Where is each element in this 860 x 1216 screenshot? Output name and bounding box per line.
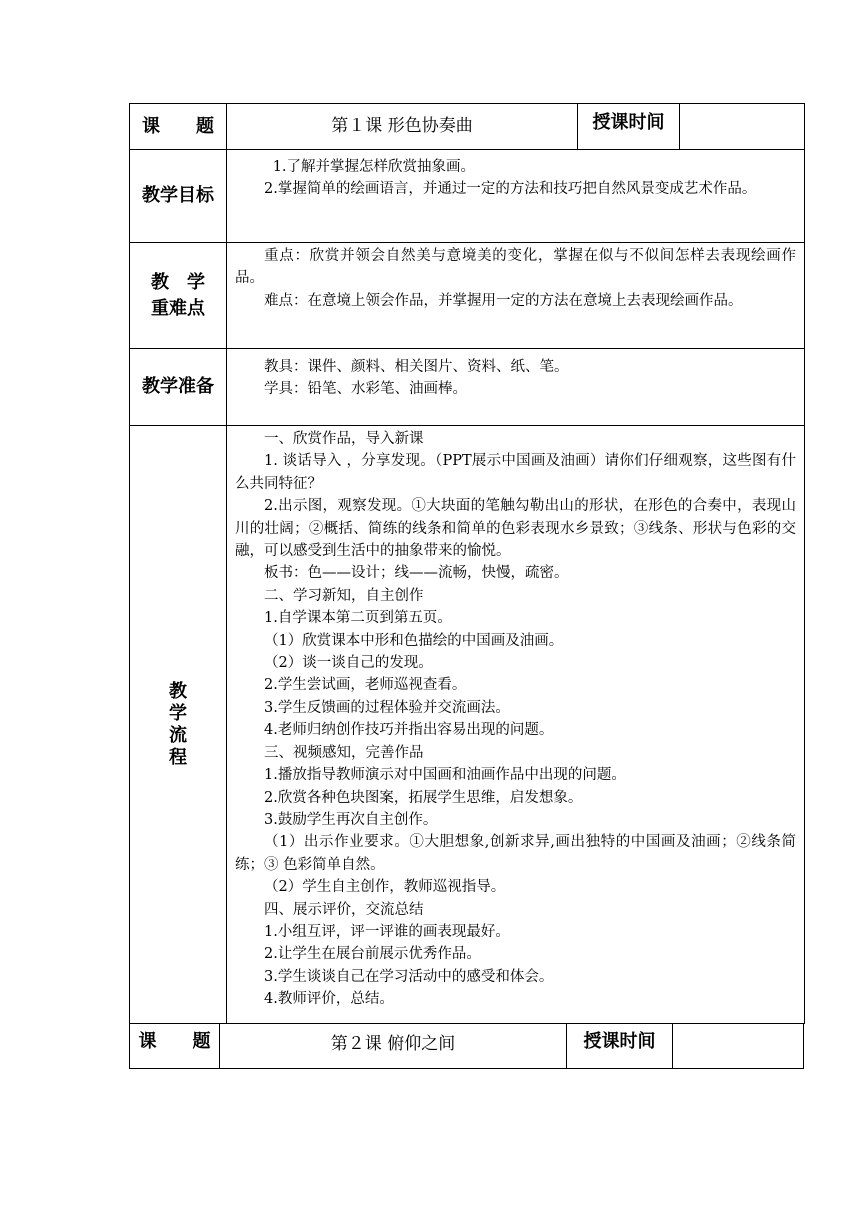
process-item: 1.小组互评，评一评谁的画表现最好。 bbox=[264, 923, 510, 940]
goals-content bbox=[227, 150, 805, 243]
process-item: 4.教师评价，总结。 bbox=[264, 991, 394, 1008]
label-keypoints bbox=[130, 243, 227, 349]
label-teaching-time-2: 授课时间 bbox=[567, 1024, 673, 1069]
process-item: 3.学生谈谈自己在学习活动中的感受和体会。 bbox=[264, 968, 554, 985]
process-item: （1）出示作业要求。①大胆想象,创新求异,画出独特的中国画及油画；②线条简练；③ 色彩简单自然。 bbox=[235, 834, 796, 873]
process-item: 三、视频感知，完善作品 bbox=[264, 744, 424, 761]
row-course-2 bbox=[130, 1024, 804, 1069]
process-item: 2.出示图，观察发现。①大块面的笔触勾勒出山的形状，在形色的合奏中，表现山川的壮阔；②概括、简练的线条和简单的色彩表现水乡景致；③线条、形状与色彩的交融，可以感受到生活中的抽象带来的愉悦。 bbox=[235, 498, 796, 560]
process-item: （2）学生自主创作，教师巡视指导。 bbox=[264, 879, 506, 896]
process-item: （2）谈一谈自己的发现。 bbox=[264, 655, 433, 672]
process-item: 2.让学生在展台前展示优秀作品。 bbox=[264, 946, 481, 963]
process-item: 1.播放指导教师演示对中国画和油画作品中出现的问题。 bbox=[264, 767, 626, 784]
process-item: 1. 谈话导入 ，分享发现。（PPT展示中国画及油画）请你们仔细观察，这些图有什么共同特征？ bbox=[235, 453, 796, 492]
teaching-time-value-2 bbox=[673, 1024, 804, 1069]
goal-item: 2.掌握简单的绘画语言，并通过一定的方法和技巧把自然风景变成艺术作品。 bbox=[264, 181, 757, 198]
label-process bbox=[130, 426, 227, 1024]
teaching-time-value bbox=[680, 104, 805, 150]
label-course-2: 课 题 bbox=[130, 1024, 220, 1069]
process-item: 2.学生尝试画，老师巡视查看。 bbox=[264, 677, 467, 694]
process-item: 板书：色——设计；线——流畅，快慢，疏密。 bbox=[264, 565, 569, 582]
keypoint-item: 难点：在意境上领会作品，并掌握用一定的方法在意境上去表现绘画作品。 bbox=[264, 292, 743, 309]
label-teaching-time: 授课时间 bbox=[578, 104, 680, 150]
row-keypoints bbox=[130, 243, 805, 349]
process-item: 四、展示评价，交流总结 bbox=[264, 901, 424, 918]
label-keypoints-line2: 重难点 bbox=[151, 297, 205, 319]
prep-item: 学具：铅笔、水彩笔、油画棒。 bbox=[264, 381, 467, 398]
label-process-text: 教学流程 bbox=[169, 680, 187, 768]
keypoint-item: 重点：欣赏并领会自然美与意境美的变化，掌握在似与不似间怎样去表现绘画作品。 bbox=[235, 248, 796, 287]
process-item: 3.学生反馈画的过程体验并交流画法。 bbox=[264, 699, 510, 716]
lesson-plan-table-1 bbox=[129, 103, 805, 1024]
goal-item: 1.了解并掌握怎样欣赏抽象画。 bbox=[272, 159, 476, 175]
process-item: 一、欣赏作品，导入新课 bbox=[264, 431, 424, 447]
process-item: （1）欣赏课本中形和色描绘的中国画及油画。 bbox=[264, 632, 564, 649]
preparation-content bbox=[227, 349, 805, 426]
row-goals bbox=[130, 150, 805, 243]
course-title-2: 第２课 俯仰之间 bbox=[220, 1024, 567, 1069]
process-item: 二、学习新知，自主创作 bbox=[264, 587, 424, 604]
process-item: 3.鼓励学生再次自主创作。 bbox=[264, 811, 438, 828]
process-item: 2.欣赏各种色块图案，拓展学生思维，启发想象。 bbox=[264, 789, 583, 806]
lesson-plan-table-2 bbox=[129, 1023, 804, 1069]
keypoints-content bbox=[227, 243, 805, 349]
row-process bbox=[130, 426, 805, 1024]
label-keypoints-line1: 教 学 bbox=[151, 271, 205, 293]
label-course: 课 题 bbox=[130, 104, 227, 150]
course-title: 第１课 形色协奏曲 bbox=[227, 104, 578, 150]
row-preparation bbox=[130, 349, 805, 426]
row-course bbox=[130, 104, 805, 150]
label-goals: 教学目标 bbox=[130, 150, 227, 243]
process-content bbox=[227, 426, 805, 1024]
process-item: 4.老师归纳创作技巧并指出容易出现的问题。 bbox=[264, 722, 554, 739]
label-preparation: 教学准备 bbox=[130, 349, 227, 426]
prep-item: 教具：课件、颜料、相关图片、资料、纸、笔。 bbox=[264, 359, 569, 375]
process-item: 1.自学课本第二页到第五页。 bbox=[264, 610, 452, 627]
